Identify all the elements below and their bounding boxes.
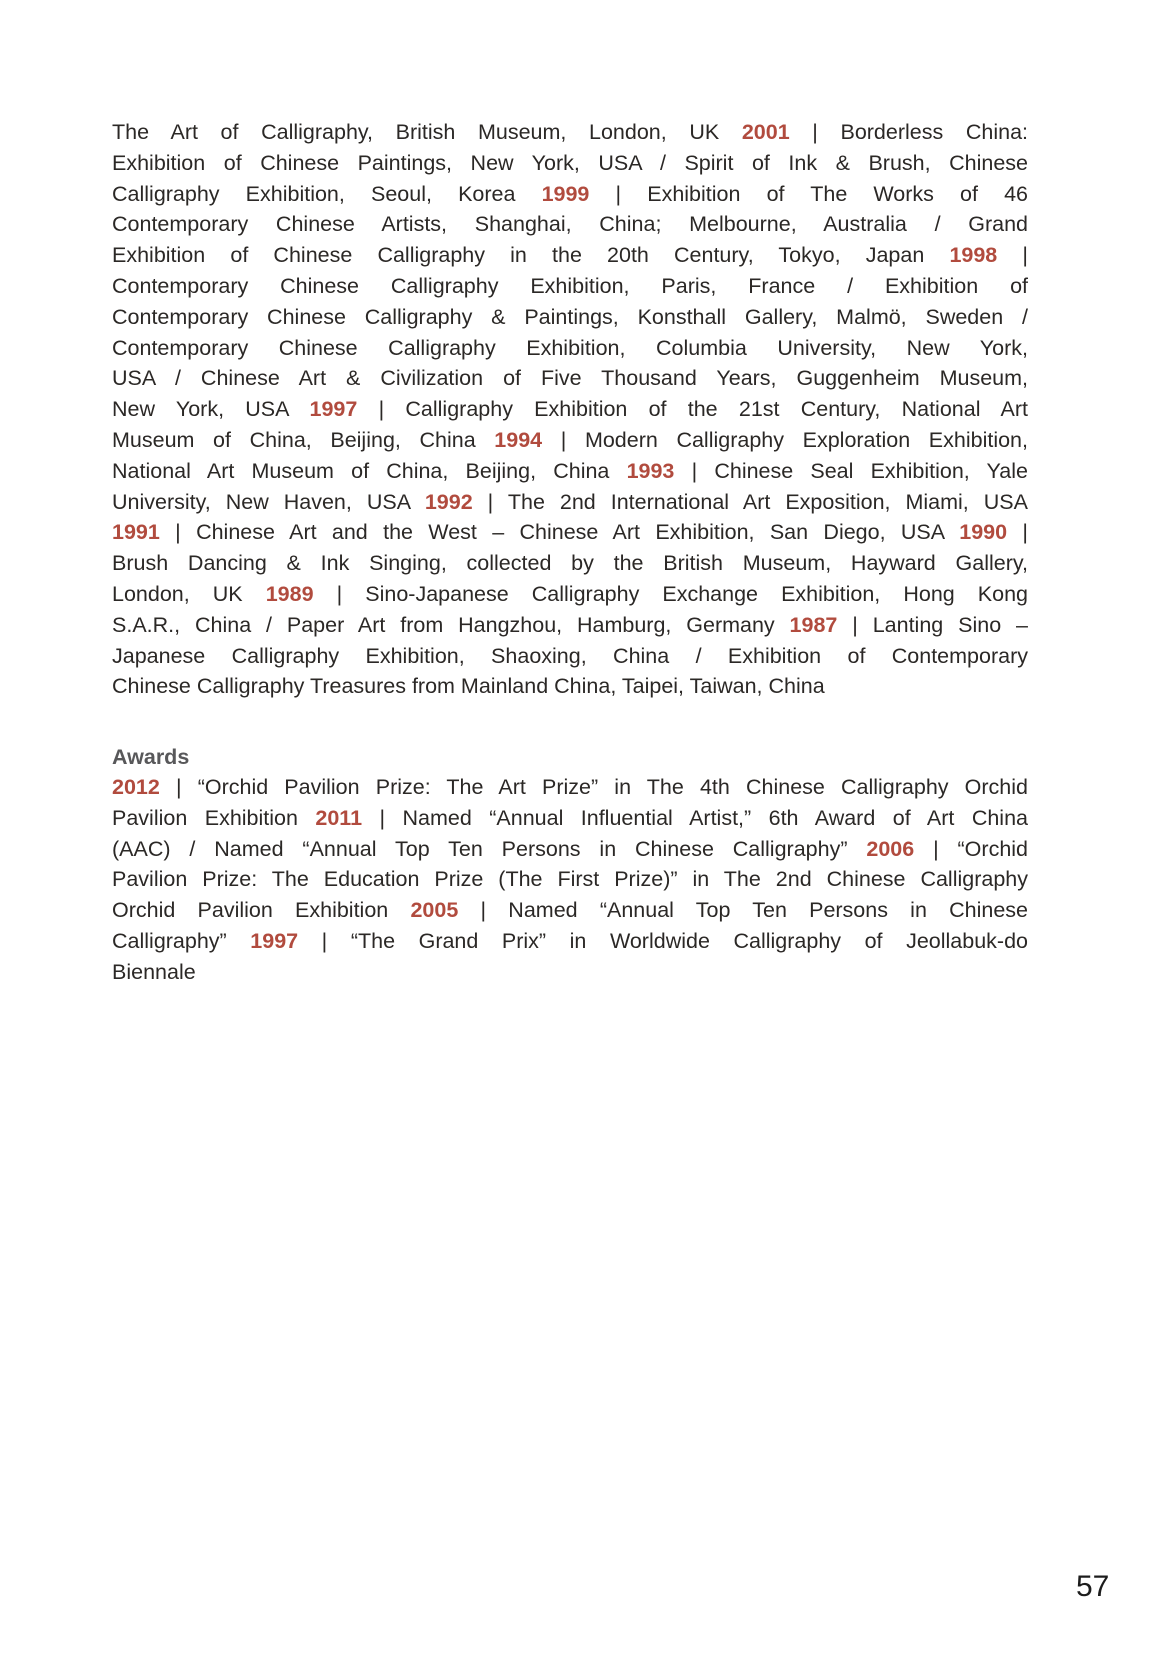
- text-segment: Pavilion Prize: The Education Prize (The First Prize)” in The 2nd Chinese Calligraphy: [112, 867, 1028, 892]
- year-text: 1994: [494, 427, 543, 452]
- text-line: [112, 579, 1028, 610]
- text-segment: | “Orchid: [914, 836, 1029, 861]
- text-segment: | Lanting Sino –: [837, 612, 1028, 637]
- text-segment: Orchid Pavilion Exhibition: [112, 898, 411, 923]
- text-line: [112, 864, 1028, 895]
- text-segment: | Sino-Japanese Calligraphy Exchange Exhibition, Hong Kong: [313, 581, 1029, 606]
- text-segment: Calligraphy Exhibition, Seoul, Korea: [112, 181, 542, 206]
- text-segment: National Art Museum of China, Beijing, China: [112, 458, 627, 483]
- text-line: [112, 179, 1028, 210]
- year-text: 1999: [541, 181, 590, 206]
- text-segment: Pavilion Exhibition: [112, 805, 316, 830]
- text-line: [112, 456, 1028, 487]
- text-segment: | Chinese Art and the West – Chinese Art Exhibition, San Diego, USA: [159, 520, 960, 545]
- text-line: [112, 671, 1028, 702]
- year-text: 1991: [112, 520, 160, 545]
- text-line: [112, 517, 1028, 548]
- text-line: [112, 302, 1028, 333]
- text-line: [112, 641, 1028, 672]
- year-text: 2006: [866, 836, 915, 861]
- text-segment: | “The Grand Prix” in Worldwide Calligraphy of Jeollabuk-do: [298, 928, 1028, 953]
- text-line: [112, 333, 1028, 364]
- text-line: [112, 487, 1028, 518]
- year-text: 1987: [789, 612, 838, 637]
- text-line: [112, 772, 1028, 803]
- text-segment: S.A.R., China / Paper Art from Hangzhou, Hamburg, Germany: [112, 612, 790, 637]
- text-segment: | Exhibition of The Works of 46: [589, 181, 1028, 206]
- text-line: [112, 240, 1028, 271]
- year-text: 1997: [309, 397, 358, 422]
- text-line: [112, 148, 1028, 179]
- text-segment: Contemporary Chinese Calligraphy & Paintings, Konsthall Gallery, Malmö, Sweden /: [112, 304, 1028, 329]
- text-line: [112, 548, 1028, 579]
- text-segment: (AAC) / Named “Annual Top Ten Persons in Chinese Calligraphy”: [112, 836, 867, 861]
- text-segment: Exhibition of Chinese Paintings, New York, USA / Spirit of Ink & Brush, Chinese: [112, 150, 1028, 175]
- year-text: 1989: [265, 581, 314, 606]
- year-text: 1998: [949, 243, 998, 268]
- text-segment: The Art of Calligraphy, British Museum, London, UK: [112, 120, 742, 144]
- text-segment: Japanese Calligraphy Exhibition, Shaoxing, China / Exhibition of Contemporary: [112, 643, 1028, 668]
- text-segment: | The 2nd International Art Exposition, Miami, USA: [472, 489, 1028, 514]
- year-text: 2005: [410, 898, 459, 923]
- text-segment: |: [997, 243, 1029, 268]
- year-text: 1997: [250, 928, 299, 953]
- text-segment: | Chinese Seal Exhibition, Yale: [674, 458, 1028, 483]
- text-line: [112, 803, 1028, 834]
- text-segment: University, New Haven, USA: [112, 489, 425, 514]
- text-segment: | Borderless China:: [789, 120, 1029, 144]
- year-text: 1990: [959, 520, 1008, 545]
- text-line: [112, 271, 1028, 302]
- text-line: [112, 834, 1028, 865]
- year-text: 2012: [112, 775, 160, 799]
- text-segment: | Calligraphy Exhibition of the 21st Century, National Art: [357, 397, 1028, 422]
- text-segment: Chinese Calligraphy Treasures from Mainland China, Taipei, Taiwan, China: [112, 674, 825, 699]
- text-line: [112, 610, 1028, 641]
- year-text: 1992: [424, 489, 473, 514]
- year-text: 2011: [315, 805, 363, 830]
- awards-paragraph: [112, 772, 1028, 988]
- text-segment: Biennale: [112, 959, 196, 984]
- text-segment: New York, USA: [112, 397, 310, 422]
- text-segment: USA / Chinese Art & Civilization of Five Thousand Years, Guggenheim Museum,: [112, 366, 1028, 391]
- text-segment: Brush Dancing & Ink Singing, collected by the British Museum, Hayward Gallery,: [112, 551, 1028, 576]
- text-segment: Museum of China, Beijing, China: [112, 427, 495, 452]
- text-segment: Exhibition of Chinese Calligraphy in the 20th Century, Tokyo, Japan: [112, 243, 950, 268]
- text-segment: Contemporary Chinese Calligraphy Exhibition, Columbia University, New York,: [112, 335, 1028, 360]
- text-line: [112, 363, 1028, 394]
- text-line: [112, 957, 1028, 988]
- text-segment: Contemporary Chinese Artists, Shanghai, China; Melbourne, Australia / Grand: [112, 212, 1028, 237]
- text-line: [112, 117, 1028, 148]
- text-segment: | “Orchid Pavilion Prize: The Art Prize” in The 4th Chinese Calligraphy Orchid: [159, 775, 1028, 799]
- text-line: [112, 394, 1028, 425]
- text-segment: |: [1007, 520, 1028, 545]
- text-line: [112, 425, 1028, 456]
- awards-heading: Awards: [112, 745, 190, 769]
- exhibitions-paragraph: [112, 117, 1028, 702]
- text-line: [112, 209, 1028, 240]
- text-line: [112, 895, 1028, 926]
- year-text: 2001: [741, 120, 790, 144]
- text-segment: | Named “Annual Influential Artist,” 6th Award of Art China: [362, 805, 1028, 830]
- text-segment: | Modern Calligraphy Exploration Exhibition,: [542, 427, 1028, 452]
- text-segment: Calligraphy”: [112, 928, 251, 953]
- text-line: [112, 926, 1028, 957]
- page-number: 57: [1076, 1570, 1110, 1603]
- text-segment: Contemporary Chinese Calligraphy Exhibition, Paris, France / Exhibition of: [112, 273, 1028, 298]
- text-segment: | Named “Annual Top Ten Persons in Chinese: [458, 898, 1029, 923]
- year-text: 1993: [626, 458, 675, 483]
- text-segment: London, UK: [112, 581, 266, 606]
